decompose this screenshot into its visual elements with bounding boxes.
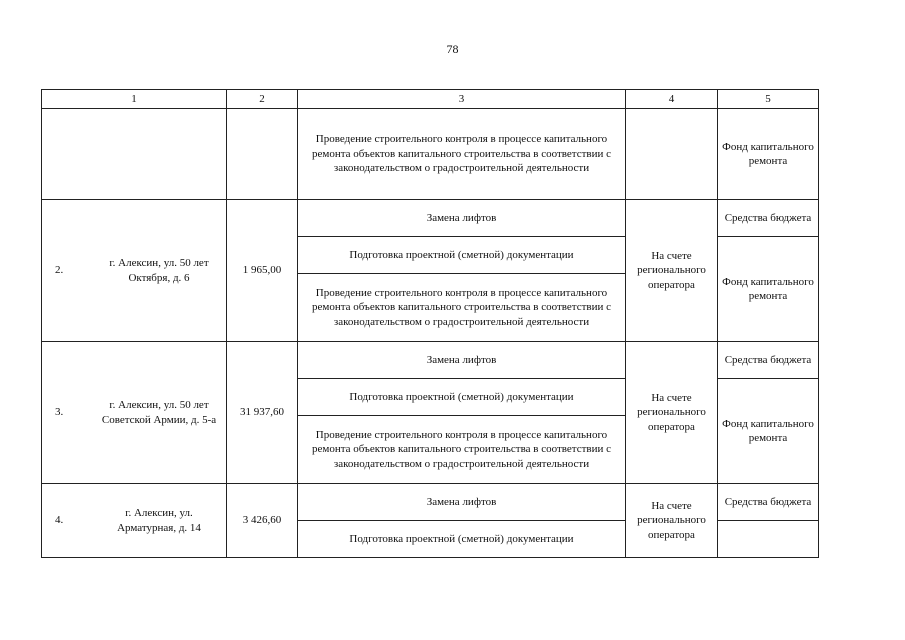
table-row <box>42 109 819 200</box>
work-cell: Подготовка проектной (сметной) документации <box>298 379 626 416</box>
account-cell <box>626 109 718 200</box>
table-row <box>42 484 819 521</box>
work-cell: Замена лифтов <box>298 342 626 379</box>
funding-cell: Фонд капитального ремонта <box>718 379 819 484</box>
funding-cell: Средства бюджета <box>718 200 819 237</box>
funding-cell: Фонд капитального ремонта <box>718 109 819 200</box>
address-cell <box>42 200 227 342</box>
address-cell <box>42 342 227 484</box>
repair-schedule-table <box>41 89 819 558</box>
funding-cell: Фонд капитального ремонта <box>718 237 819 342</box>
row-number: 2. <box>55 264 64 277</box>
header-row <box>42 90 819 109</box>
row-number: 3. <box>55 406 64 419</box>
work-cell: Подготовка проектной (сметной) документации <box>298 521 626 558</box>
cost-cell <box>227 109 298 200</box>
cost-cell: 1 965,00 <box>227 200 298 342</box>
table-row <box>42 342 819 379</box>
header-col-2: 2 <box>227 90 298 109</box>
work-cell: Подготовка проектной (сметной) документации <box>298 237 626 274</box>
work-cell: Проведение строительного контроля в процессе капитального ремонта объектов капитального строительства в соответствии с законодательством о градостроительной деятельности <box>298 274 626 342</box>
header-col-3: 3 <box>298 90 626 109</box>
address: г. Алексин, ул. 50 лет Советской Армии, д. 5-а <box>101 399 217 426</box>
header-col-1: 1 <box>42 90 227 109</box>
page-number: 78 <box>446 42 459 56</box>
account-cell: На счете регионального оператора <box>626 342 718 484</box>
header-col-5: 5 <box>718 90 819 109</box>
address-cell <box>42 109 227 200</box>
cost-cell: 3 426,60 <box>227 484 298 558</box>
funding-cell: Средства бюджета <box>718 342 819 379</box>
work-cell: Замена лифтов <box>298 484 626 521</box>
work-cell: Проведение строительного контроля в процессе капитального ремонта объектов капитального строительства в соответствии с законодательством о градостроительной деятельности <box>298 109 626 200</box>
row-number: 4. <box>55 514 64 527</box>
account-cell: На счете регионального оператора <box>626 200 718 342</box>
work-cell: Проведение строительного контроля в процессе капитального ремонта объектов капитального строительства в соответствии с законодательством о градостроительной деятельности <box>298 416 626 484</box>
address: г. Алексин, ул. Арматурная, д. 14 <box>117 507 201 534</box>
work-cell: Замена лифтов <box>298 200 626 237</box>
cost-cell: 31 937,60 <box>227 342 298 484</box>
address-cell <box>42 484 227 558</box>
table-row <box>42 200 819 237</box>
funding-cell <box>718 521 819 558</box>
address: г. Алексин, ул. 50 лет Октября, д. 6 <box>109 257 209 284</box>
funding-cell: Средства бюджета <box>718 484 819 521</box>
header-col-4: 4 <box>626 90 718 109</box>
account-cell: На счете регионального оператора <box>626 484 718 558</box>
